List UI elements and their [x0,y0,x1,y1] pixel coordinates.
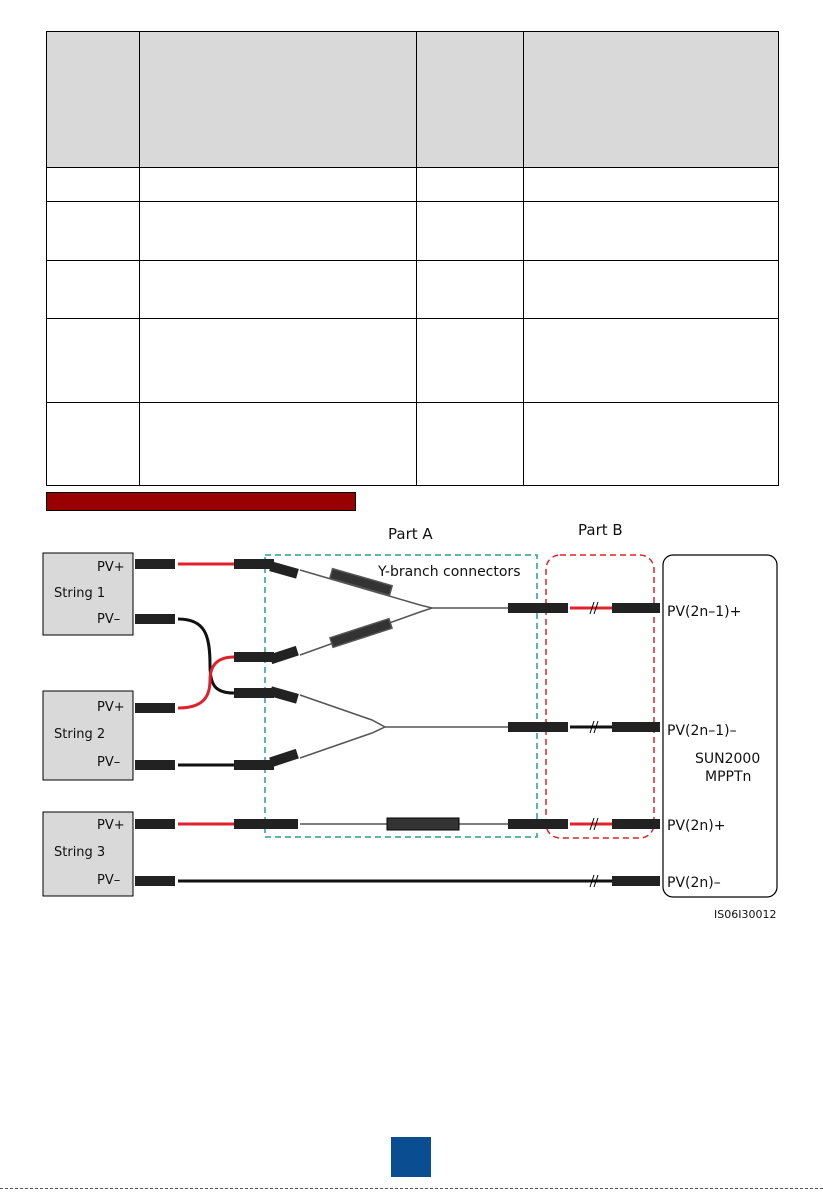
table-row [47,318,779,402]
inverter-box [663,555,777,897]
part-a-label: Part A [388,525,433,543]
string-2-pos-label: PV+ [97,700,125,715]
inverter-port-1: PV(2n–1)+ [667,604,742,620]
string-1-pos-label: PV+ [97,560,125,575]
inverter-name-line2: MPPTn [705,769,752,785]
inverter-port-2: PV(2n–1)– [667,723,737,739]
table-cell [140,260,417,318]
table-cell [524,168,779,202]
table-cell [140,32,417,168]
string-2-neg-label: PV– [97,755,121,770]
inline-fuse-connector [300,818,510,830]
cable-s2-pos [178,657,234,708]
table-cell [417,260,524,318]
table-cell [417,32,524,168]
table-cell [47,168,140,202]
string-3-name: String 3 [54,845,106,860]
y-branch-connector-upper [300,569,510,655]
table-row [47,260,779,318]
page-number-badge [391,1137,431,1177]
string-2-name: String 2 [54,727,106,742]
part-a-box [265,555,537,837]
spec-table [46,31,779,486]
cable-break-marks [590,602,598,887]
table-cell [417,402,524,485]
y-branch-label: Y-branch connectors [378,564,521,580]
table-cell [47,318,140,402]
part-b-box [546,555,654,838]
footer-rule [0,1188,823,1189]
section-heading-bar [46,492,356,511]
table-cell [47,402,140,485]
table-row [47,202,779,260]
figure-id: IS06I30012 [714,908,777,921]
string-1-neg-label: PV– [97,612,121,627]
table-cell [524,202,779,260]
table-cell [47,260,140,318]
table-cell [47,32,140,168]
string-1-name: String 1 [54,586,106,601]
y-branch-connector-lower [300,695,510,758]
string-3-box [43,812,133,896]
string-3-neg-label: PV– [97,873,121,888]
table-row [47,402,779,485]
inverter-port-4: PV(2n)– [667,875,721,891]
table-cell [140,402,417,485]
string-3-pos-label: PV+ [97,818,125,833]
table-header-row [47,32,779,168]
page-number [391,1137,431,1177]
table-cell [417,318,524,402]
table-cell [524,402,779,485]
table-cell [417,202,524,260]
table-cell [524,318,779,402]
cable-s1-neg [178,619,234,693]
table-cell [140,202,417,260]
table-row [47,168,779,202]
table-cell [140,168,417,202]
table-cell [47,202,140,260]
pv-wiring-diagram [0,515,823,935]
table-cell [140,318,417,402]
table-cell [417,168,524,202]
part-b-label: Part B [578,521,623,539]
table-cell [524,32,779,168]
inverter-port-3: PV(2n)+ [667,818,726,834]
table-cell [524,260,779,318]
inverter-name-line1: SUN2000 [695,751,761,767]
string-1-box [43,553,133,635]
string-2-box [43,691,133,780]
